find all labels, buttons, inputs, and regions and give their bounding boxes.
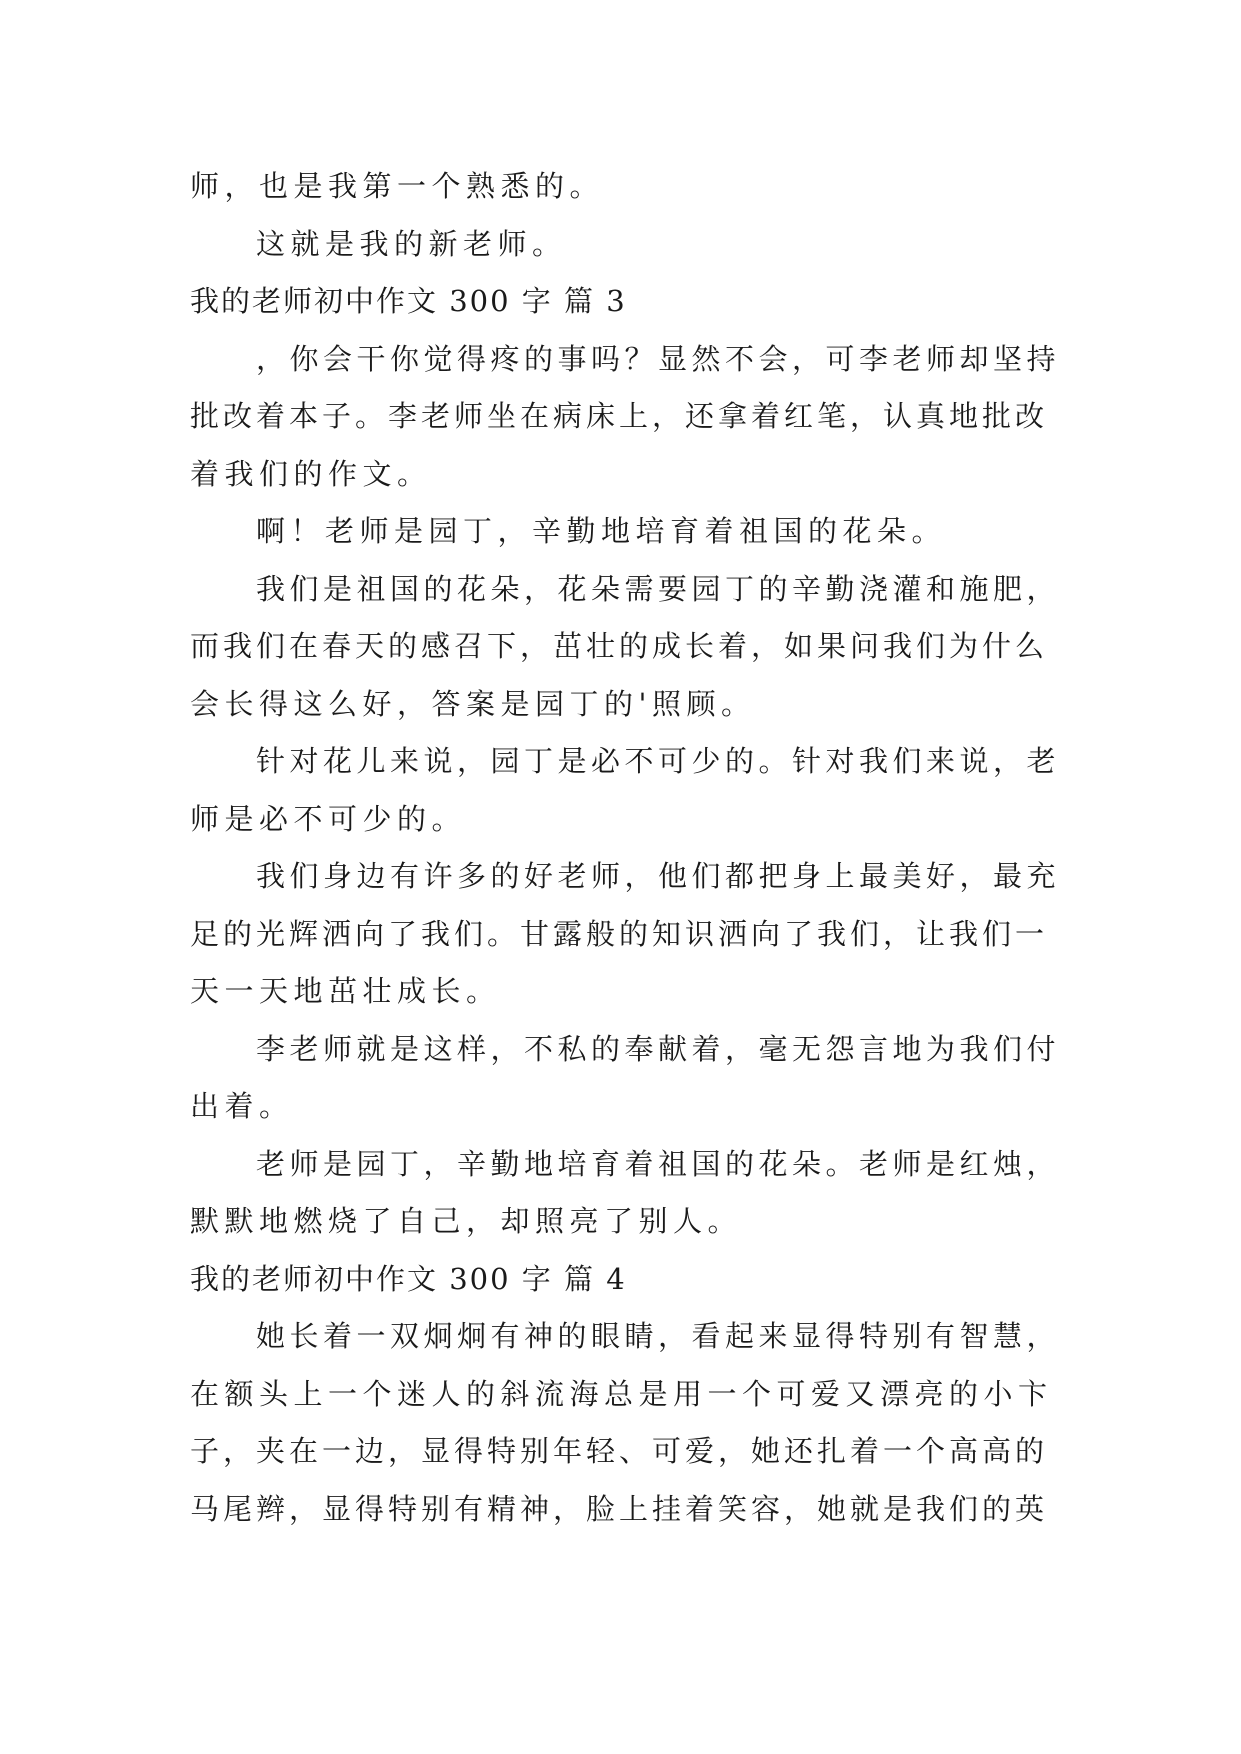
text-line: 她长着一双炯炯有神的眼睛，看起来显得特别有智慧， [256,1319,1061,1353]
text-line: 足的光辉洒向了我们。甘露般的知识洒向了我们，让我们一 [190,916,1049,951]
text-line: 出着。 [190,1089,294,1123]
text-line: 李老师就是这样，不私的奉献着，毫无怨言地为我们付 [256,1031,1061,1066]
text-line: 马尾辫，显得特别有精神，脸上挂着笑容，她就是我们的英 [190,1491,1049,1526]
text-line: 师，也是我第一个熟悉的。 [190,169,605,203]
text-line: 批改着本子。李老师坐在病床上，还拿着红笔，认真地批改 [190,399,1049,433]
text-line: 老师是园丁，辛勤地培育着祖国的花朵。老师是红烛， [256,1146,1061,1181]
text-line: 默默地燃烧了自己，却照亮了别人。 [190,1204,743,1238]
text-line: ，你会干你觉得疼的事吗？显然不会，可李老师却坚持 [256,341,1061,376]
text-line: 我们是祖国的花朵，花朵需要园丁的辛勤浇灌和施肥， [256,571,1061,606]
text-line: 会长得这么好，答案是园丁的'照顾。 [190,686,756,721]
text-line: 师是必不可少的。 [190,801,467,836]
section-heading: 我的老师初中作文 300 字 篇 3 [190,284,627,318]
text-line: 针对花儿来说，园丁是必不可少的。针对我们来说，老 [256,744,1061,778]
text-line: 子，夹在一边，显得特别年轻、可爱，她还扎着一个高高的 [190,1434,1049,1468]
text-line: 天一天地茁壮成长。 [190,974,501,1008]
text-line: 在额头上一个迷人的斜流海总是用一个可爱又漂亮的小卞 [190,1376,1053,1411]
section-heading: 我的老师初中作文 300 字 篇 4 [190,1261,627,1296]
text-line: 着我们的作文。 [190,456,432,491]
text-line: 啊！老师是园丁，辛勤地培育着祖国的花朵。 [256,514,947,548]
text-line: 而我们在春天的感召下，茁壮的成长着，如果问我们为什么 [190,629,1049,663]
document-body [190,158,1060,1538]
text-line: 这就是我的新老师。 [256,226,567,261]
text-line: 我们身边有许多的好老师，他们都把身上最美好，最充 [256,859,1061,893]
